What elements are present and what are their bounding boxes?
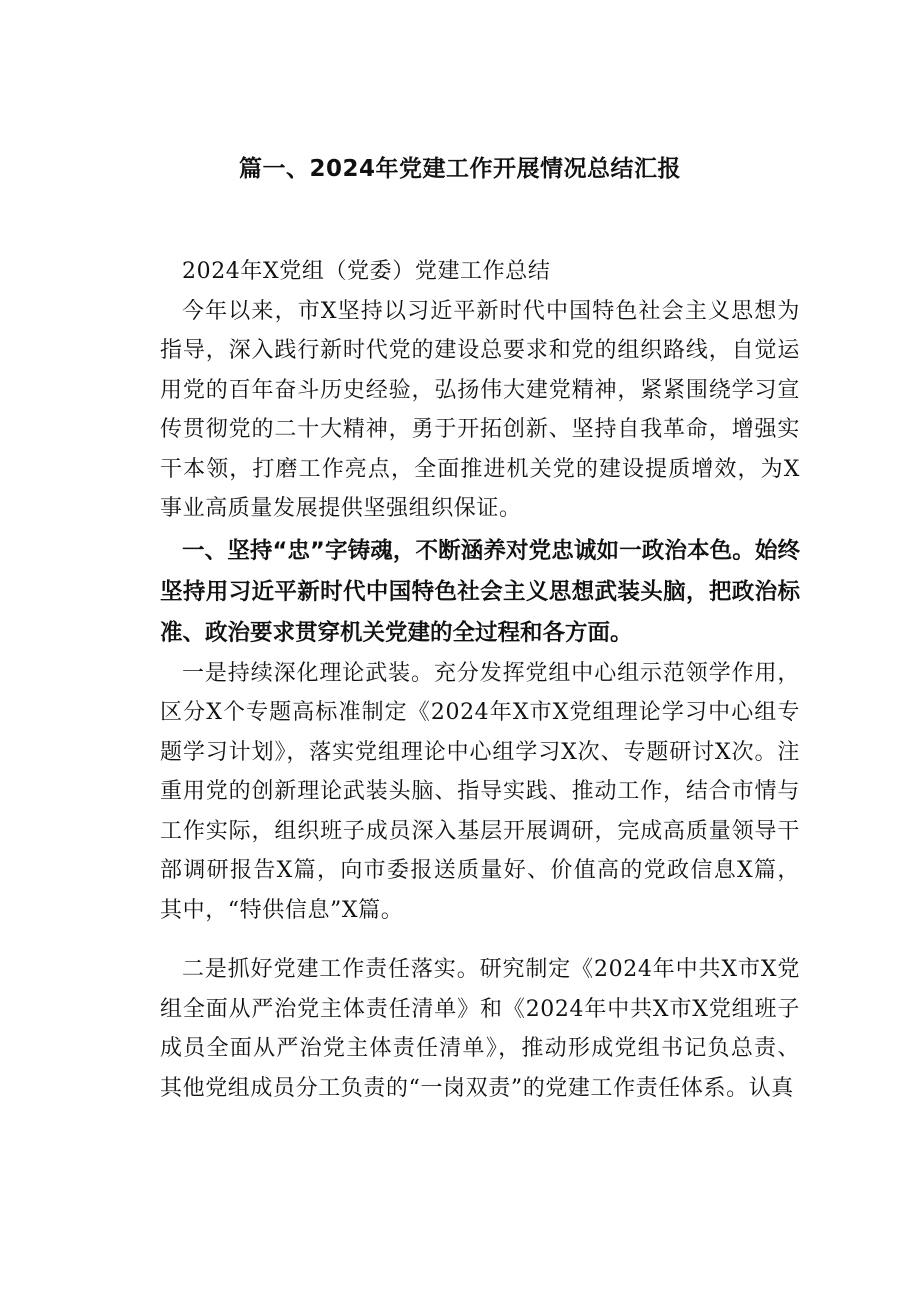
section-heading-1: 一、坚持“忠”字铸魂，不断涵养对党忠诚如一政治本色。始终坚持用习近平新时代中国特色社会主义思想武装头脑，把政治标准、政治要求贯穿机关党建的全过程和各方面。 [160, 537, 800, 646]
paragraph-responsibility: 二是抓好党建工作责任落实。研究制定《2024年中共X市X党组全面从严治党主体责任清单》和《2024年中共X市X党组班子成员全面从严治党主体责任清单》，推动形成党组书记负总责、其他党组成员分工负责的“一岗双责”的党建工作责任体系。认真 [160, 957, 800, 1101]
document-title: 篇一、2024年党建工作开展情况总结汇报 [238, 156, 681, 182]
intro-paragraph: 今年以来，市X坚持以习近平新时代中国特色社会主义思想为指导，深入践行新时代党的建设总要求和党的组织路线，自觉运用党的百年奋斗历史经验，弘扬伟大建党精神，紧紧围绕学习宣传贯彻党的二十大精神，勇于开拓创新、坚持自我革命，增强实干本领，打磨工作亮点，全面推进机关党的建设提质增效，为X事业高质量发展提供坚强组织保证。 [160, 298, 800, 521]
section-subtitle: 2024年X党组（党委）党建工作总结 [182, 259, 551, 284]
paragraph-theory: 一是持续深化理论武装。充分发挥党组中心组示范领学作用，区分X个专题高标准制定《2024年X市X党组理论学习中心组专题学习计划》，落实党组理论中心组学习X次、专题研讨X次。注重用党的创新理论武装头脑、指导实践、推动工作，结合市情与工作实际，组织班子成员深入基层开展调研，完成高质量领导干部调研报告X篇，向市委报送质量好、价值高的党政信息X篇，其中，“特供信息”X篇。 [160, 660, 800, 923]
document-body [160, 252, 800, 1108]
